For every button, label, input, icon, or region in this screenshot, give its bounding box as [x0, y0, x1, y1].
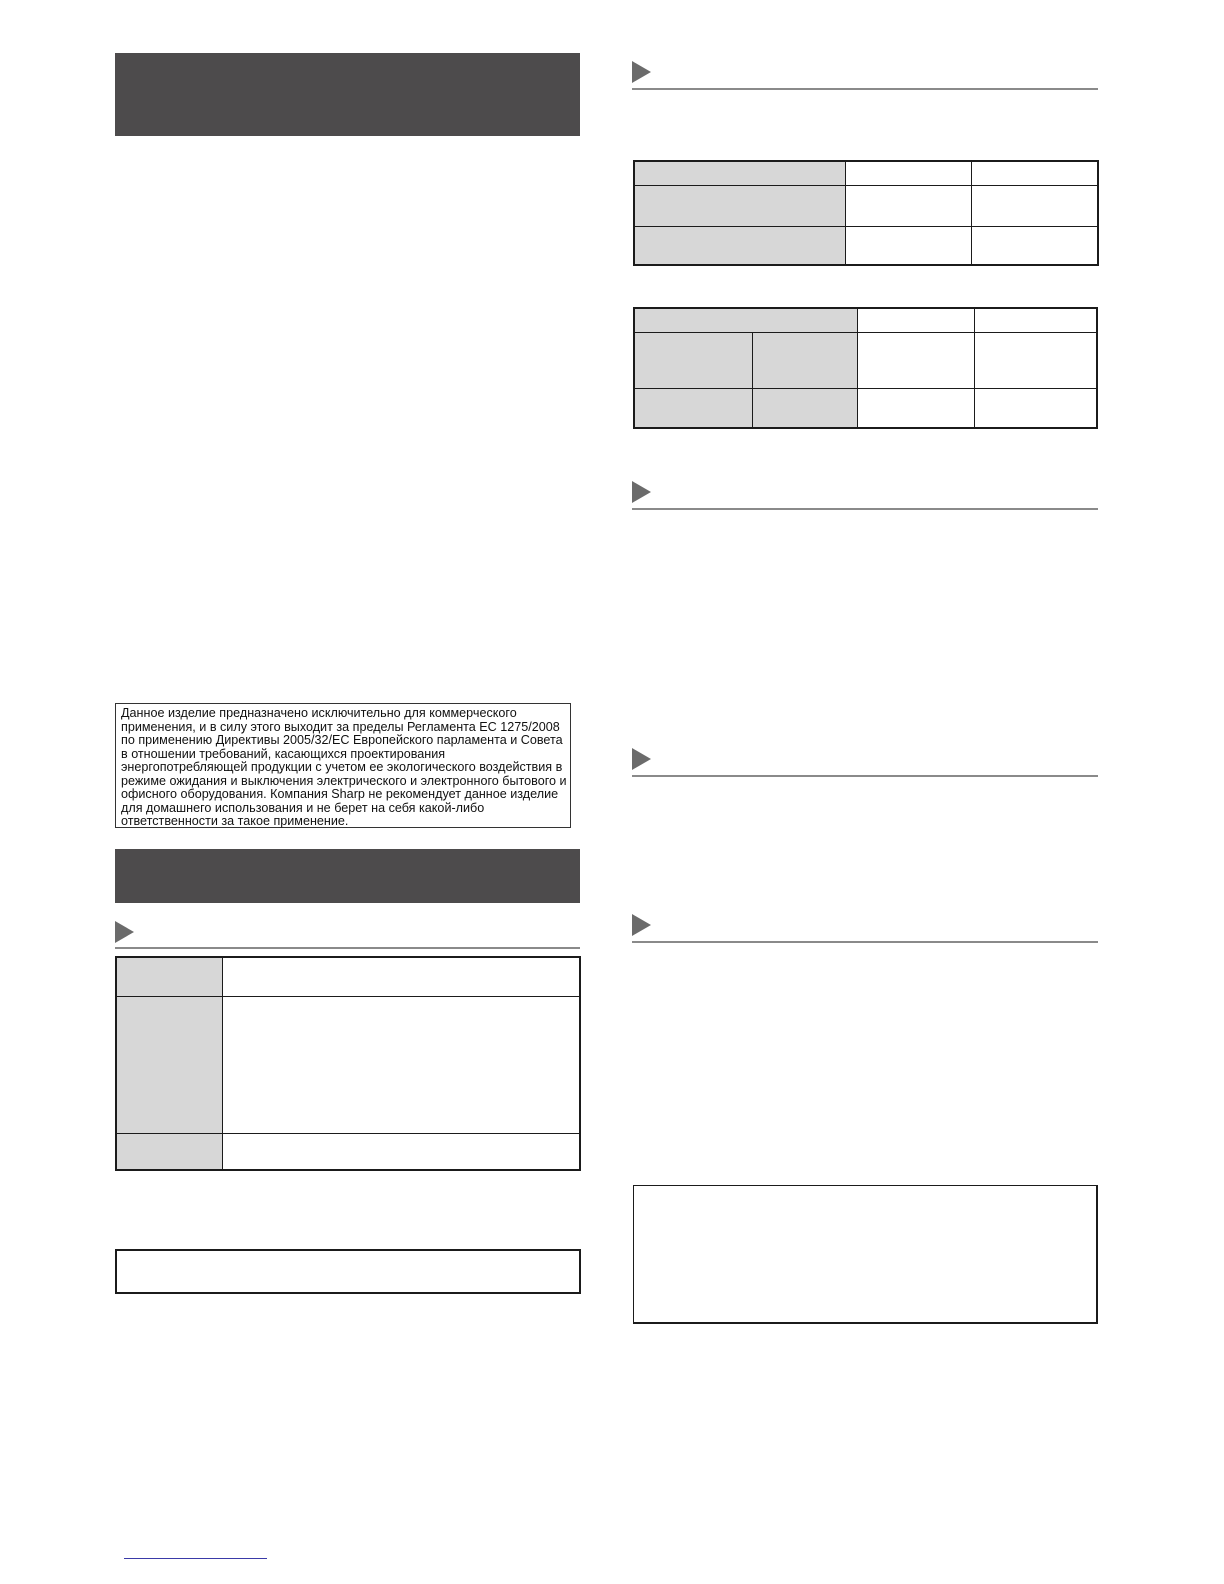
- section-rule: [632, 775, 1098, 777]
- table-header-cell: [635, 389, 857, 427]
- section-rule: [632, 508, 1098, 510]
- section-rule: [632, 88, 1098, 90]
- table-divider: [974, 309, 975, 427]
- table-divider: [845, 162, 846, 264]
- table-divider: [857, 309, 858, 427]
- table-divider: [117, 996, 579, 997]
- section-arrow-icon: [632, 748, 651, 770]
- second-left-title-banner: [115, 849, 580, 903]
- section-rule: [115, 947, 580, 949]
- notice-line: энергопотребляющей продукции с учетом ее экологического воздействия в: [121, 760, 563, 774]
- table-divider: [635, 332, 1096, 333]
- section-arrow-icon: [632, 61, 651, 83]
- commercial-use-notice: [115, 703, 571, 828]
- left-info-box: [115, 1249, 581, 1294]
- table-divider: [222, 958, 223, 1169]
- right-info-box: [633, 1185, 1098, 1324]
- weight-table: [633, 307, 1098, 429]
- notice-line: офисного оборудования. Компания Sharp не рекомендует данное изделие: [121, 787, 559, 801]
- section-rule: [632, 941, 1098, 943]
- table-header-cell: [635, 333, 857, 388]
- footer-link-underline: [124, 1558, 267, 1559]
- table-header-cell: [635, 309, 857, 332]
- table-divider: [971, 162, 972, 264]
- table-divider: [635, 388, 1096, 389]
- notice-line: в отношении требований, касающихся проектирования: [121, 746, 446, 761]
- notice-line: ответственности за такое применение.: [121, 814, 349, 828]
- notice-line: применения, и в силу этого выходит за пределы Регламента ЕС 1275/2008: [121, 719, 560, 734]
- table-divider: [752, 332, 753, 427]
- spec-table-header-cell: [117, 1134, 222, 1169]
- top-left-title-banner: [115, 53, 580, 136]
- section-arrow-icon: [115, 921, 134, 943]
- spec-table-header-cell: [117, 997, 222, 1133]
- spec-table: [115, 956, 581, 1171]
- dimensions-table: [633, 160, 1099, 266]
- table-divider: [635, 226, 1097, 227]
- table-divider: [117, 1133, 579, 1134]
- notice-line: для домашнего использования и не берет на себя какой-либо: [121, 800, 485, 815]
- notice-line: режиме ожидания и выключения электрического и электронного бытового и: [121, 773, 567, 788]
- notice-line: Данное изделие предназначено исключительно для коммерческого: [121, 706, 517, 720]
- section-arrow-icon: [632, 481, 651, 503]
- table-header-cell: [635, 162, 845, 185]
- table-divider: [635, 185, 1097, 186]
- notice-line: по применению Директивы 2005/32/ЕС Европейского парламента и Совета: [121, 733, 563, 747]
- section-arrow-icon: [632, 914, 651, 936]
- table-header-cell: [635, 227, 845, 264]
- spec-table-header-cell: [117, 958, 222, 996]
- table-header-cell: [635, 186, 845, 226]
